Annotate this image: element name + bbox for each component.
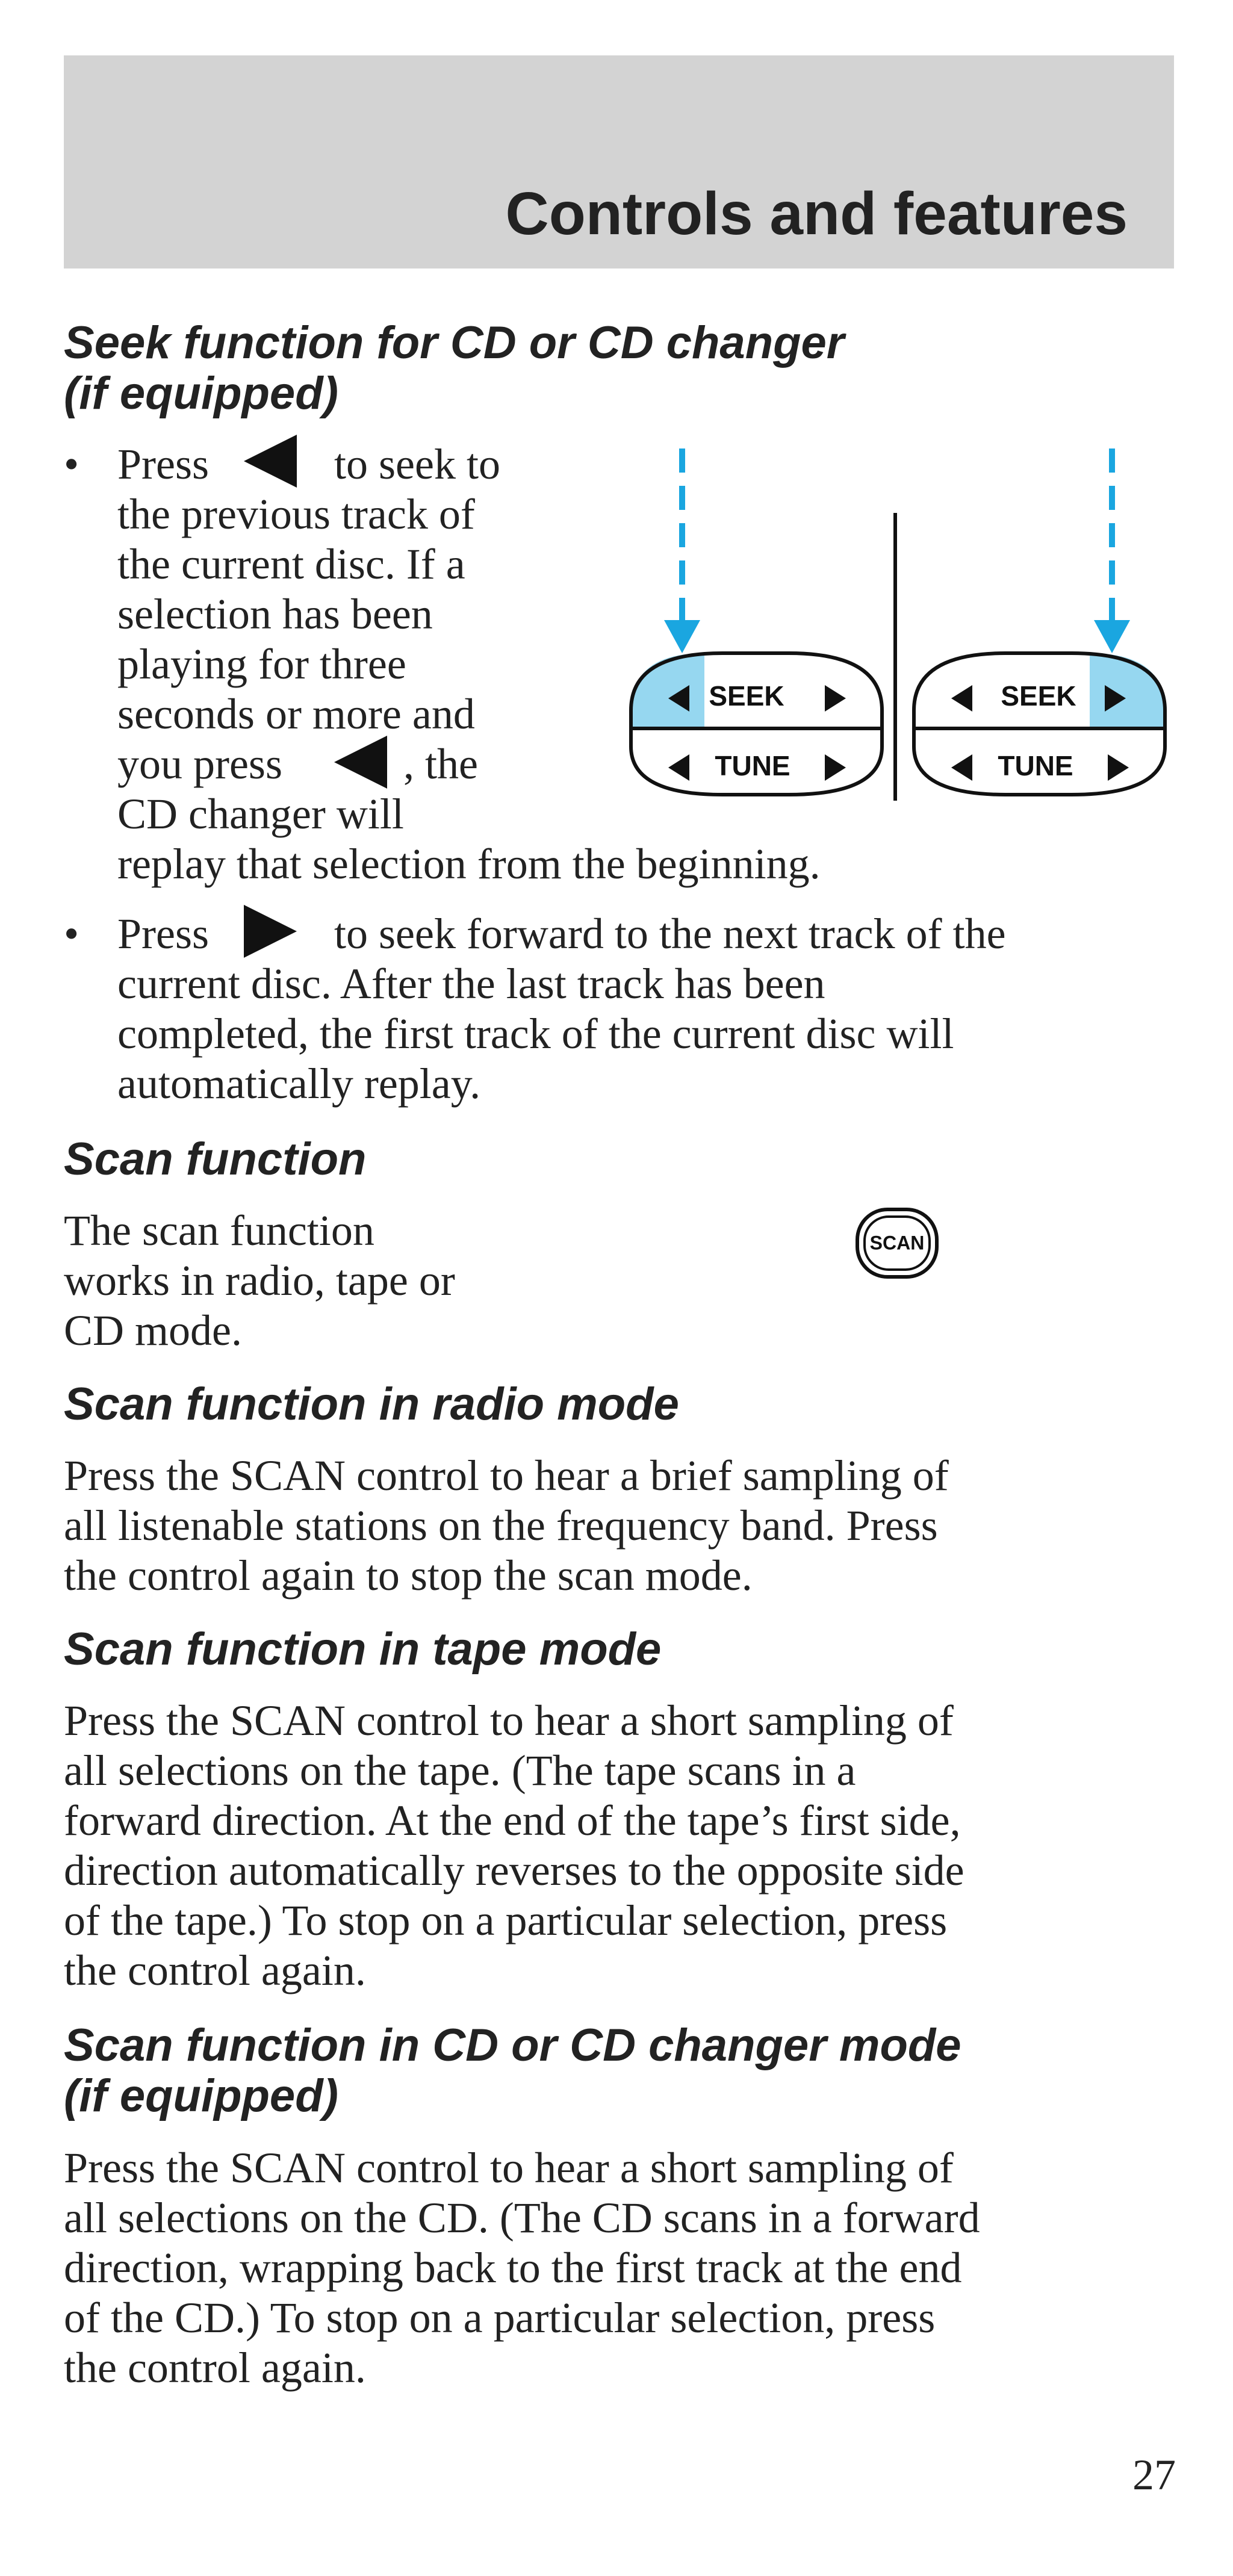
right-tune-label: TUNE xyxy=(998,750,1073,782)
scan-cd-line5: the control again. xyxy=(64,2344,366,2392)
scan-tape-line4: direction automatically reverses to the opposite side xyxy=(64,1846,964,1895)
scan-tape-line5: of the tape.) To stop on a particular selection, press xyxy=(64,1896,948,1944)
bullet1-line1b: to seek to xyxy=(334,440,500,488)
section-title: Controls and features xyxy=(505,180,1128,247)
scan-cd-line3: direction, wrapping back to the first track at the end xyxy=(64,2244,962,2292)
left-seek-label: SEEK xyxy=(709,680,784,712)
scan-tape-line6: the control again. xyxy=(64,1946,366,1994)
bullet1-line7a: you press xyxy=(117,740,282,788)
down-arrow-left-head-icon xyxy=(664,620,700,653)
right-seek-tune-control xyxy=(914,653,1165,795)
scan-line1: The scan function xyxy=(64,1206,374,1255)
seek-back-arrow-icon xyxy=(334,736,387,789)
left-seek-tune-control xyxy=(631,653,882,795)
scan-tape-heading: Scan function in tape mode xyxy=(64,1624,662,1675)
right-seek-label: SEEK xyxy=(1001,680,1076,712)
page-number: 27 xyxy=(1132,2451,1176,2499)
scan-tape-line3: forward direction. At the end of the tape’s first side, xyxy=(64,1796,961,1845)
scan-radio-line3: the control again to stop the scan mode. xyxy=(64,1551,753,1600)
scan-cd-line2: all selections on the CD. (The CD scans in a forward xyxy=(64,2194,980,2242)
scan-cd-line1: Press the SCAN control to hear a short sampling of xyxy=(64,2144,954,2192)
down-arrow-right-head-icon xyxy=(1094,620,1130,653)
bullet2-line3: completed, the first track of the current disc will xyxy=(117,1010,954,1058)
bullet2-line4: automatically replay. xyxy=(117,1060,481,1108)
scan-line3: CD mode. xyxy=(64,1306,242,1355)
scan-radio-line1: Press the SCAN control to hear a brief sampling of xyxy=(64,1451,949,1500)
bullet1-line7b: , the xyxy=(403,740,478,788)
bullet1-line2: the previous track of xyxy=(117,490,475,538)
scan-radio-line2: all listenable stations on the frequency band. Press xyxy=(64,1501,938,1550)
bullet1-line8: CD changer will xyxy=(117,790,404,838)
bullet1-line3: the current disc. If a xyxy=(117,540,465,588)
scan-radio-heading: Scan function in radio mode xyxy=(64,1379,679,1430)
scan-heading: Scan function xyxy=(64,1134,367,1185)
scan-cd-line4: of the CD.) To stop on a particular selection, press xyxy=(64,2294,936,2342)
seek-heading-line1: Seek function for CD or CD changer xyxy=(64,317,845,368)
bullet1-line9: replay that selection from the beginning. xyxy=(117,840,821,888)
bullet-dot: • xyxy=(64,910,79,958)
scan-tape-line2: all selections on the tape. (The tape scans in a xyxy=(64,1746,856,1795)
bullet1-line4: selection has been xyxy=(117,590,433,638)
seek-heading-line2: (if equipped) xyxy=(64,368,338,419)
seek-back-arrow-icon xyxy=(244,435,297,488)
scan-tape-line1: Press the SCAN control to hear a short sampling of xyxy=(64,1696,954,1745)
bullet2-line2: current disc. After the last track has been xyxy=(117,960,825,1008)
bullet-dot: • xyxy=(64,440,79,488)
scan-button-icon xyxy=(855,1207,939,1279)
bullet2-line1a: Press xyxy=(117,910,210,958)
seek-tune-illustration xyxy=(626,445,1180,807)
bullet1-line5: playing for three xyxy=(117,640,406,688)
bullet2-line1b: to seek forward to the next track of the xyxy=(334,910,1006,958)
bullet1-line1a: Press xyxy=(117,440,210,488)
bullet1-line6: seconds or more and xyxy=(117,690,475,738)
left-tune-label: TUNE xyxy=(715,750,790,782)
scan-line2: works in radio, tape or xyxy=(64,1256,455,1305)
seek-forward-arrow-icon xyxy=(244,905,297,958)
scan-cd-heading-line2: (if equipped) xyxy=(64,2070,338,2121)
scan-cd-heading-line1: Scan function in CD or CD changer mode xyxy=(64,2020,961,2071)
scan-button-label: SCAN xyxy=(869,1232,925,1254)
